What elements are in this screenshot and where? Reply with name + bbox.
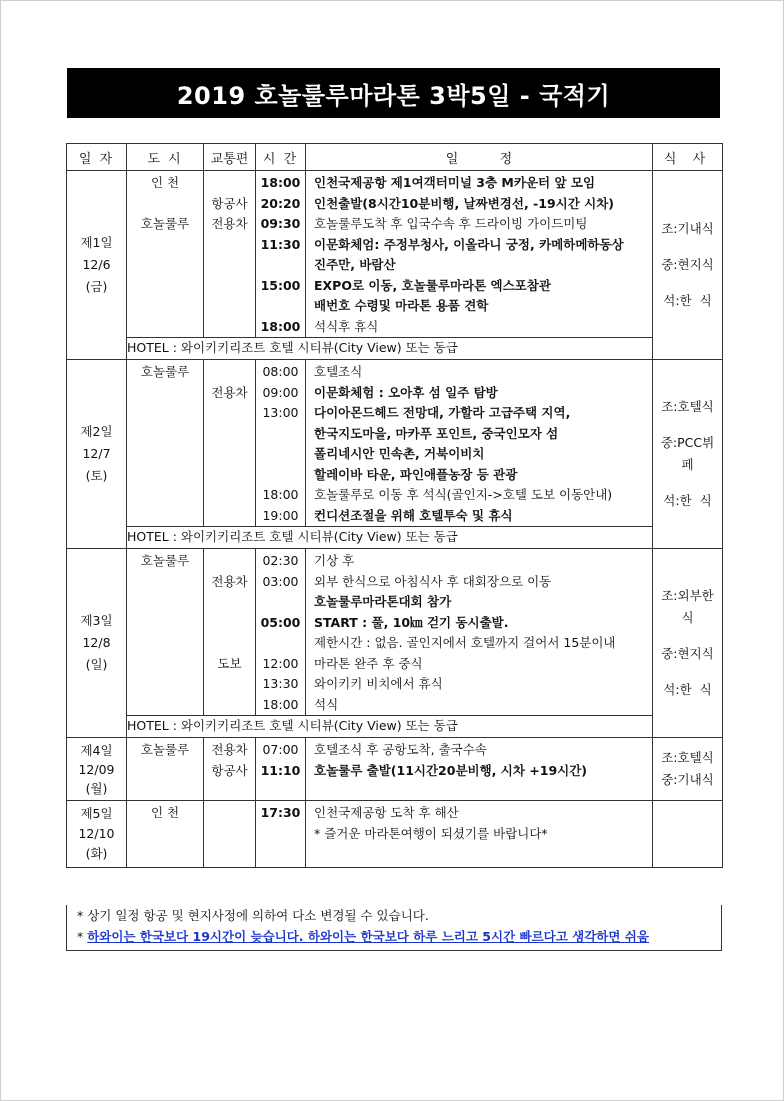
schedule-item: 인천국제공항 제1여객터미널 3층 M카운터 앞 모임: [314, 175, 596, 190]
time: 19:00: [262, 507, 299, 523]
time: [256, 444, 305, 465]
day3-label: [67, 549, 127, 738]
schedule-item: START : 풀, 10㎞ 걷기 동시출발.: [314, 614, 509, 630]
header-row: [67, 144, 723, 171]
meal-lunch: 중:PCC뷔: [660, 435, 715, 450]
day4-times: [256, 738, 306, 801]
schedule-item: * 즐거운 마라톤여행이 되셨기를 바랍니다*: [314, 825, 548, 841]
time: 13:30: [262, 676, 299, 691]
day3-hotel-row: [67, 716, 723, 738]
time: [256, 633, 305, 654]
city: 호놀룰루: [140, 216, 190, 231]
transport: [204, 592, 255, 613]
hotel-info: HOTEL : 와이키키리조트 호텔 시티뷰(City View) 또는 동급: [127, 338, 653, 360]
day4-cities: [127, 738, 204, 801]
day3-items: [306, 549, 653, 716]
day5-meals: [653, 801, 723, 868]
meal-dinner: 석:한 식: [663, 682, 712, 697]
meal-dinner: 석:한 식: [663, 493, 712, 508]
transport: [204, 613, 255, 634]
schedule-item: 석식후 휴식: [314, 318, 379, 334]
day1-row: [67, 171, 723, 338]
header-meals: 식 사: [653, 144, 723, 171]
day2-meals: [653, 360, 723, 549]
day5-times: [256, 801, 306, 868]
schedule-table: [66, 143, 723, 868]
schedule-item: EXPO로 이동, 호놀룰루마라톤 엑스포참관: [314, 277, 551, 293]
transport: [204, 551, 255, 572]
day1-label: [67, 171, 127, 360]
schedule-item: 기상 후: [314, 553, 355, 568]
time: 09:30: [260, 216, 301, 231]
city: 인 천: [150, 175, 180, 190]
day2-cities: [127, 360, 204, 527]
time: 12:00: [262, 655, 299, 671]
city: [127, 194, 203, 215]
notes-box: [66, 905, 722, 951]
hotel-info: HOTEL : 와이키키리조트 호텔 시티뷰(City View) 또는 동급: [127, 527, 653, 549]
schedule-item: 호놀룰루마라톤대회 참가: [314, 594, 452, 609]
day1-meals: [653, 171, 723, 360]
day3-transports: [204, 549, 256, 716]
day4-row: [67, 738, 723, 801]
day3-weekday: (일): [85, 657, 108, 672]
day3-date: 12/8: [82, 635, 111, 650]
time: 17:30: [260, 805, 301, 820]
meal-breakfast: 조:기내식: [661, 221, 714, 236]
meal-lunch: 중:기내식: [661, 772, 714, 787]
time: 18:00: [260, 318, 301, 334]
day1-hotel-row: [67, 338, 723, 360]
transport: 전용차: [211, 216, 248, 231]
time: [256, 592, 305, 613]
transport: [204, 362, 255, 383]
transport: 항공사: [211, 762, 248, 778]
day5-row: [67, 801, 723, 868]
day2-date: 12/7: [82, 446, 111, 461]
schedule-item: 이문화체험 : 오아후 섬 일주 탐방: [314, 384, 498, 400]
day4-label: [67, 738, 127, 801]
transport: 항공사: [211, 195, 248, 211]
city: 인 천: [150, 805, 180, 820]
header-schedule: 일 정: [306, 144, 653, 171]
schedule-item: 외부 한식으로 아침식사 후 대회장으로 이동: [314, 573, 552, 589]
day2-weekday: (토): [85, 468, 108, 483]
schedule-item: 인천출발(8시간10분비행, 날짜변경선, -19시간 시차): [314, 195, 615, 211]
schedule-item: 할레이바 타운, 파인애플농장 등 관광: [314, 466, 518, 482]
day4-meals: [653, 738, 723, 801]
note-timezone: [67, 926, 721, 947]
day3-meals: [653, 549, 723, 738]
time: 11:30: [260, 236, 301, 252]
schedule-item: 호놀룰루 출발(11시간20분비행, 시차 +19시간): [314, 762, 588, 778]
day2-label: [67, 360, 127, 549]
day2-items: [306, 360, 653, 527]
time: [256, 296, 305, 317]
schedule-item: 호놀룰루로 이동 후 석식(골인지->호텔 도보 이동안내): [314, 487, 613, 502]
transport: 도보: [217, 655, 242, 671]
schedule-item: 호텔조식: [314, 364, 363, 379]
time: 13:00: [262, 405, 299, 420]
hotel-info: HOTEL : 와이키키리조트 호텔 시티뷰(City View) 또는 동급: [127, 716, 653, 738]
schedule-item: 와이키키 비치에서 휴식: [314, 676, 443, 691]
meal-lunch: 중:현지식: [661, 257, 714, 272]
header-city: 도 시: [127, 144, 204, 171]
time: 20:20: [260, 195, 301, 211]
header-day: 일 자: [67, 144, 127, 171]
time: 18:00: [260, 175, 301, 190]
day1-number: 제1일: [80, 235, 113, 250]
day1-date: 12/6: [82, 257, 111, 272]
transport: [204, 173, 255, 194]
time: 08:00: [262, 364, 299, 379]
time: [256, 424, 305, 445]
time: 07:00: [262, 742, 299, 757]
day1-items: [306, 171, 653, 338]
time: 02:30: [262, 553, 299, 568]
time: 18:00: [262, 487, 299, 502]
day4-transports: [204, 738, 256, 801]
day2-row: [67, 360, 723, 527]
day4-items: [306, 738, 653, 801]
day5-transports: [204, 801, 256, 868]
day2-number: 제2일: [80, 424, 113, 439]
city: 호놀룰루: [140, 364, 190, 379]
day5-cities: [127, 801, 204, 868]
schedule-item: 호놀룰루도착 후 입국수속 후 드라이빙 가이드미팅: [314, 216, 588, 231]
schedule-item: 폴리네시안 민속촌, 거북이비치: [314, 446, 485, 461]
schedule-item: 인천국제공항 도착 후 해산: [314, 805, 459, 820]
note-bullet: *: [77, 929, 84, 944]
meal-breakfast: 조:호텔식: [661, 399, 714, 414]
schedule-item: 마라톤 완주 후 중식: [314, 655, 423, 671]
day5-date: 12/10: [78, 826, 115, 841]
time: 15:00: [260, 277, 301, 293]
note-change: * 상기 일정 항공 및 현지사정에 의하여 다소 변경될 수 있습니다.: [77, 908, 429, 923]
schedule-item: 진주만, 바람산: [314, 257, 396, 272]
day5-label: [67, 801, 127, 868]
day2-times: [256, 360, 306, 527]
schedule-item: 배번호 수령및 마라톤 용품 견학: [314, 298, 489, 313]
time: 03:00: [262, 573, 299, 589]
day3-number: 제3일: [80, 613, 113, 628]
transport: 전용차: [211, 384, 248, 400]
day2-transports: [204, 360, 256, 527]
meal-breakfast: 조:호텔식: [661, 750, 714, 765]
schedule-item: 이문화체엄: 주정부청사, 이올라니 궁정, 카메하메하동상: [314, 236, 624, 252]
day4-number: 제4일: [80, 742, 113, 758]
day1-weekday: (금): [85, 279, 108, 294]
header-time: 시 간: [256, 144, 306, 171]
time: 11:10: [260, 762, 301, 778]
day1-times: [256, 171, 306, 338]
header-transport: 교통편: [204, 144, 256, 171]
document-title: 2019 호놀룰루마라톤 3박5일 - 국적기: [67, 68, 720, 118]
day4-weekday: (월): [85, 780, 108, 796]
time: [256, 465, 305, 486]
transport: 전용차: [211, 742, 248, 757]
day5-weekday: (화): [85, 846, 108, 861]
schedule-item: 한국지도마을, 마카푸 포인트, 중국인모자 섬: [314, 425, 559, 441]
meal-breakfast: 조:외부한: [661, 588, 714, 603]
timezone-note-text: 하와이는 한국보다 19시간이 늦습니다. 하와이는 한국보다 하루 느리고 5시간 빠르다고 생각하면 쉬움: [87, 929, 649, 944]
meal-lunch: 중:현지식: [661, 646, 714, 661]
schedule-item: 다이아몬드헤드 전망대, 가할라 고급주택 지역,: [314, 405, 571, 420]
day1-cities: [127, 171, 204, 338]
meal-lunch-cont: 페: [681, 457, 694, 472]
time: 05:00: [260, 614, 301, 630]
time: 09:00: [262, 384, 299, 400]
day5-items: [306, 801, 653, 868]
meal-dinner: 석:한 식: [663, 293, 712, 308]
day3-times: [256, 549, 306, 716]
meal-breakfast-cont: 식: [681, 610, 694, 625]
time: 18:00: [262, 696, 299, 712]
day3-cities: [127, 549, 204, 716]
city: 호놀룰루: [140, 742, 190, 757]
day4-date: 12/09: [78, 761, 115, 777]
time: [256, 255, 305, 276]
schedule-item: 석식: [314, 696, 339, 712]
day3-row: [67, 549, 723, 716]
schedule-item: 제한시간 : 없음. 골인지에서 호텔까지 걸어서 15분이내: [314, 635, 616, 650]
city: 호놀룰루: [140, 553, 190, 568]
day5-number: 제5일: [80, 806, 113, 821]
transport: 전용차: [211, 573, 248, 589]
day2-hotel-row: [67, 527, 723, 549]
schedule-item: 컨디션조절을 위해 호텔투숙 및 휴식: [314, 507, 513, 523]
day1-transports: [204, 171, 256, 338]
schedule-item: 호텔조식 후 공항도착, 출국수속: [314, 742, 487, 757]
transport: [204, 633, 255, 654]
